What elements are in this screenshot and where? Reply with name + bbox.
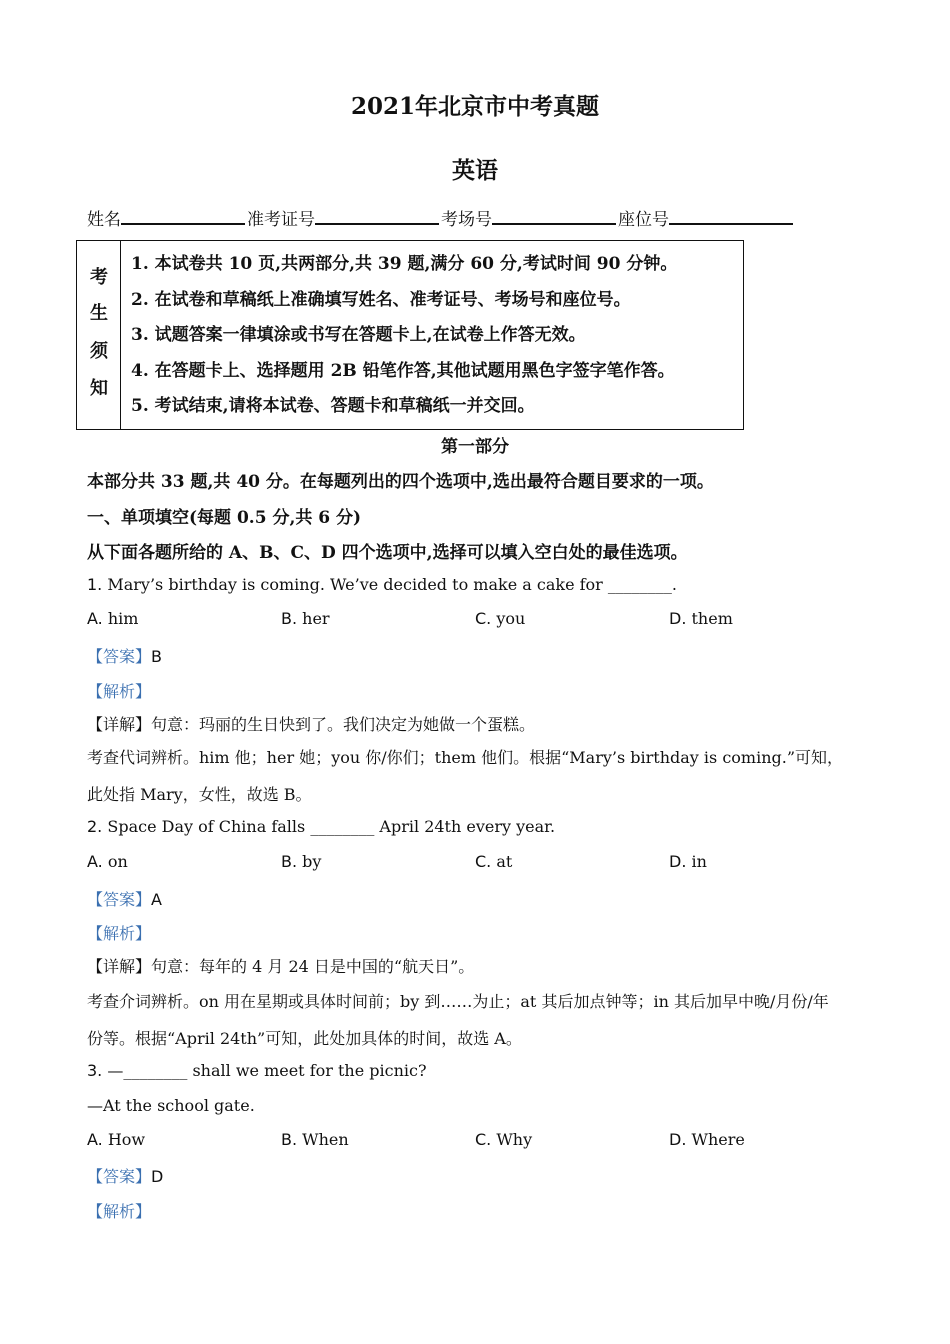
explanation-line: 考查代词辨析。him 他；her 她；you 你/你们；them 他们。根据“Mary’s birthday is coming.”可知， [87,748,844,767]
answer-value: D [151,1167,164,1186]
answer-line [87,644,162,667]
detail-line [87,712,535,735]
question-1 [87,575,677,594]
option-c: C. you [475,609,526,628]
blank-line [492,207,616,225]
detail-text: 句意：每年的 4 月 24 日是中国的“航天日”。 [151,957,475,976]
question-text: —________ shall we meet for the picnic? [107,1061,427,1080]
notice-label-char: 考 [90,267,108,288]
notice-item: 4. 在答题卡上、选择题用 2B 铅笔作答,其他试题用黑色字签字笔作答。 [131,361,675,381]
detail-tag: 【详解】 [87,957,152,976]
part-intro: 本部分共 33 题,共 40 分。在每题列出的四个选项中,选出最符合题目要求的一项。 [87,472,714,492]
option-d: D. them [669,609,733,628]
blank-line [121,207,245,225]
question-number: 3. [87,1061,103,1080]
candidate-notice-box [76,240,744,430]
info-label-room: 考场号 [441,210,492,230]
answer-tag: 【答案】 [87,647,152,666]
notice-item: 1. 本试卷共 10 页,共两部分,共 39 题,满分 60 分,考试时间 90 分钟。 [131,254,678,274]
option-a: A. How [87,1130,146,1149]
notice-label-char: 须 [90,341,108,362]
option-b: B. her [281,609,330,628]
option-b: B. When [281,1130,349,1149]
notice-item: 2. 在试卷和草稿纸上准确填写姓名、准考证号、考场号和座位号。 [131,290,631,310]
info-label-exam-id: 准考证号 [247,210,315,230]
info-label-seat: 座位号 [618,210,669,230]
answer-line [87,887,162,910]
detail-text: 句意：玛丽的生日快到了。我们决定为她做一个蛋糕。 [151,715,536,734]
analysis-tag: 【解析】 [87,1202,152,1221]
notice-label-char: 生 [90,303,108,324]
candidate-info-line [87,205,795,230]
question-response: —At the school gate. [87,1096,255,1115]
explanation-line: 此处指 Mary，女性，故选 B。 [87,785,312,804]
question-number: 1. [87,575,103,594]
explanation-line: 份等。根据“April 24th”可知，此处加具体的时间，故选 A。 [87,1029,522,1048]
answer-line [87,1164,163,1187]
question-text: Mary’s birthday is coming. We’ve decided to make a cake for ________. [107,575,677,594]
option-c: C. at [475,852,513,871]
answer-tag: 【答案】 [87,890,152,909]
answer-value: B [151,647,162,666]
option-a: A. on [87,852,128,871]
option-d: D. in [669,852,707,871]
question-number: 2. [87,817,103,836]
analysis-tag: 【解析】 [87,924,152,943]
blank-line [669,207,793,225]
blank-line [315,207,439,225]
notice-label-char: 知 [90,378,108,399]
option-b: B. by [281,852,322,871]
section-instructions: 从下面各题所给的 A、B、C、D 四个选项中,选择可以填入空白处的最佳选项。 [87,543,688,563]
analysis-tag: 【解析】 [87,682,152,701]
question-2 [87,817,555,836]
part-heading: 第一部分 [441,437,509,457]
info-label-name: 姓名 [87,210,121,230]
question-text: Space Day of China falls ________ April 24th every year. [107,817,556,836]
option-c: C. Why [475,1130,533,1149]
notice-item: 3. 试题答案一律填涂或书写在答题卡上,在试卷上作答无效。 [131,325,586,345]
detail-line [87,954,474,977]
notice-label-cell [77,241,121,429]
subject-title: 英语 [452,157,498,184]
explanation-line: 考查介词辨析。on 用在星期或具体时间前；by 到……为止；at 其后加点钟等；in 其后加早中晚/月份/年 [87,992,829,1011]
detail-tag: 【详解】 [87,715,152,734]
option-d: D. Where [669,1130,745,1149]
question-3 [87,1061,427,1080]
answer-tag: 【答案】 [87,1167,152,1186]
page-title: 2021年北京市中考真题 [350,93,599,120]
answer-value: A [151,890,162,909]
notice-item: 5. 考试结束,请将本试卷、答题卡和草稿纸一并交回。 [131,396,535,416]
section-title: 一、单项填空(每题 0.5 分,共 6 分) [87,508,362,528]
option-a: A. him [87,609,139,628]
